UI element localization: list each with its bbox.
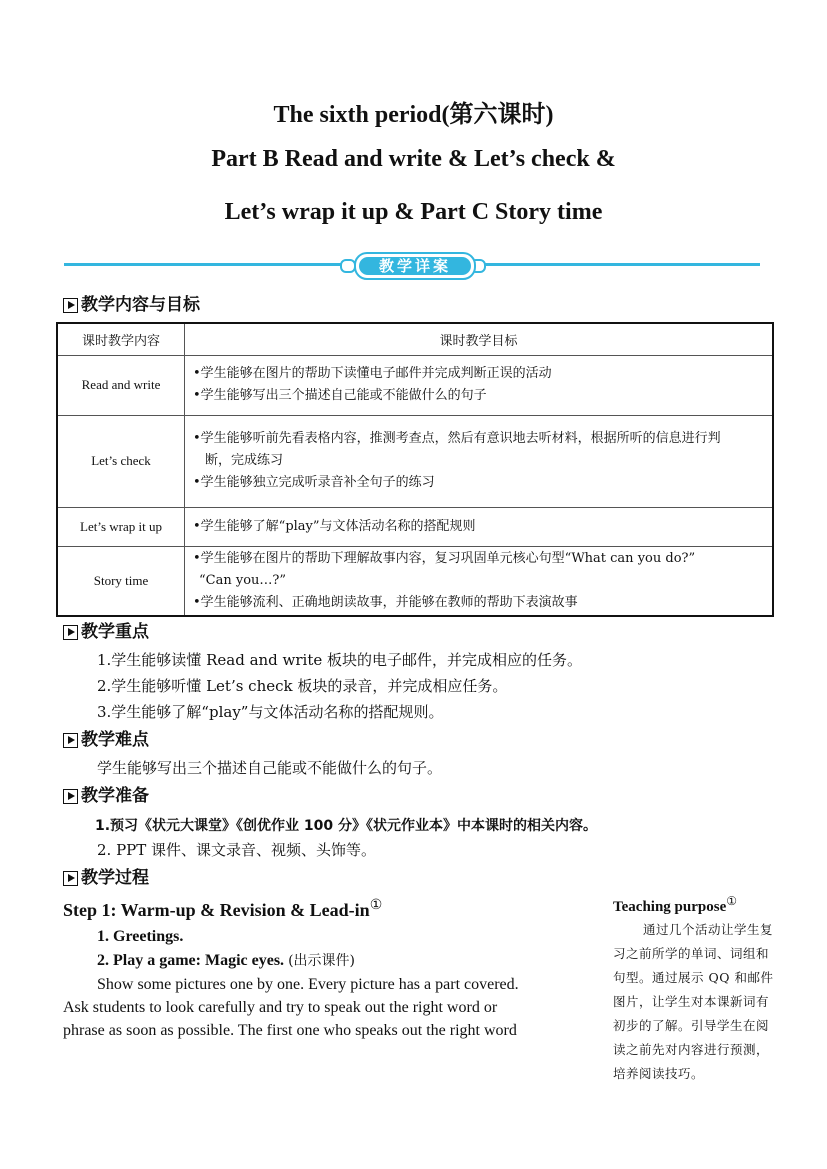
page-title: The sixth period(第六课时) [273,102,554,128]
table-cell-content: Let’s wrap it up [57,507,185,546]
table-cell-content: Read and write [57,355,185,415]
preparation-1: 1.预习《状元大课堂》《创优作业 100 分》《状元作业本》中本课时的相关内容。 [95,818,598,834]
table-header-row [57,323,773,355]
table-header: 课时教学内容 [57,323,185,355]
table-cell-goals: •学生能够在图片的帮助下读懂电子邮件并完成判断正误的活动 •学生能够写出三个描述自己能或不能做什么的句子 [185,355,774,415]
table-cell-goals: •学生能够听前先看表格内容，推测考查点，然后有意识地去听材料，根据所听的信息进行判 断，完成练习 •学生能够独立完成听录音补全句子的练习 [185,415,774,507]
table-cell-goals: •学生能够在图片的帮助下理解故事内容，复习巩固单元核心句型“What can you do?” “Can you…?” •学生能够流利、正确地朗读故事，并能够在教师的帮助下表演故事 [185,546,774,616]
banner [340,252,486,278]
difficulty-text: 学生能够写出三个描述自己能或不能做什么的句子。 [97,759,443,777]
paragraph-line: Ask students to look carefully and try to speak out the right word or [63,999,498,1016]
table-cell-goals: •学生能够了解“play”与文体活动名称的搭配规则 [185,507,774,546]
key-point-1: 1.学生能够读懂 Read and write 板块的电子邮件，并完成相应的任务。 [97,651,583,669]
table-cell-content: Let’s check [57,415,185,507]
section-heading-difficulties: 教学难点 [63,729,149,751]
play-marker-icon [63,625,78,640]
banner-label: 教学详案 [359,257,471,275]
section-heading-preparation: 教学准备 [63,785,149,807]
table-row [57,355,773,415]
play-marker-icon [63,789,78,804]
objectives-table [56,322,774,617]
page-subtitle-2: Let’s wrap it up & Part C Story time [224,199,603,225]
preparation-2: 2. PPT 课件、课文录音、视频、头饰等。 [97,841,377,859]
side-note-title: Teaching purpose① [613,894,737,915]
table-row [57,546,773,616]
banner-line-left [64,263,354,266]
banner-line-right [472,263,760,266]
step-1-heading: Step 1: Warm-up & Revision & Lead-in① [63,898,383,920]
game-item: 2. Play a game: Magic eyes. (出示课件) [97,952,355,969]
key-point-2: 2.学生能够听懂 Let’s check 板块的录音，并完成相应任务。 [97,677,508,695]
key-point-3: 3.学生能够了解“play”与文体活动名称的搭配规则。 [97,703,444,721]
table-row [57,507,773,546]
side-note-text: 通过几个活动让学生复 习之前所学的单词、词组和 句型。通过展示 QQ 和邮件 图片，让学生对本课新词有 初步的了解。引导学生在阅 读之前先对内容进行预测， 培养阅读技巧。 [613,922,774,1081]
table-header: 课时教学目标 [185,323,774,355]
page-subtitle-1: Part B Read and write & Let’s check & [211,146,616,172]
play-marker-icon [63,298,78,313]
play-marker-icon [63,871,78,886]
section-heading-key-points: 教学重点 [63,621,149,643]
greetings-item: 1. Greetings. [97,928,184,945]
paragraph-line: Show some pictures one by one. Every picture has a part covered. [97,976,519,993]
table-row [57,415,773,507]
section-heading-process: 教学过程 [63,867,149,889]
section-heading-content-goals: 教学内容与目标 [63,294,200,316]
paragraph-line: phrase as soon as possible. The first one who speaks out the right word [63,1022,517,1039]
play-marker-icon [63,733,78,748]
table-cell-content: Story time [57,546,185,616]
